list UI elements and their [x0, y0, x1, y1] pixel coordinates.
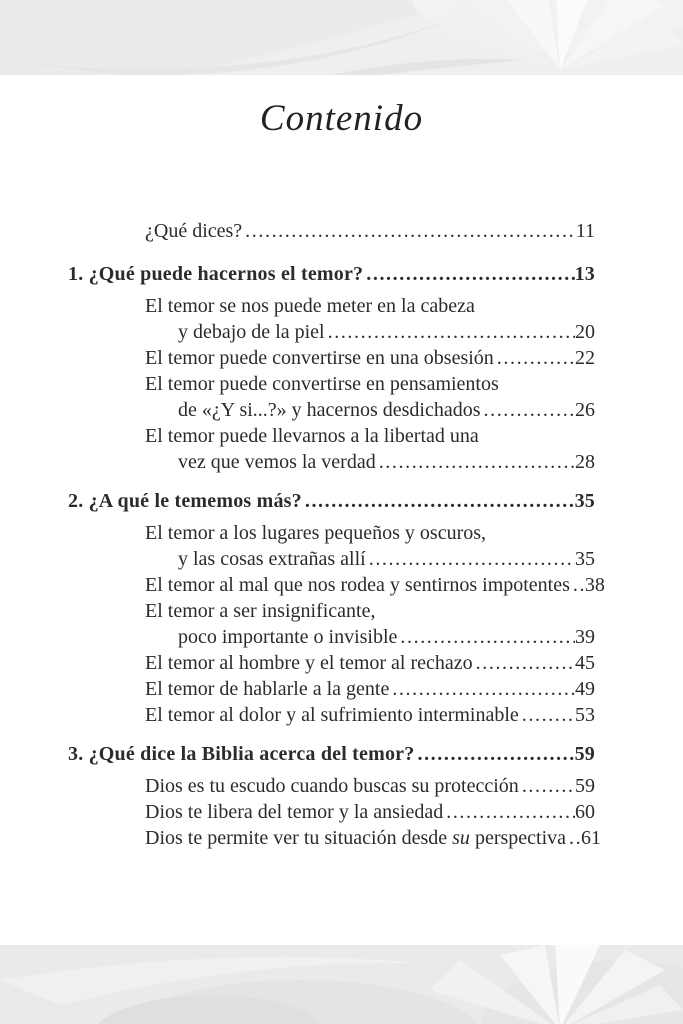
toc-dot-leader — [522, 702, 575, 728]
toc-entry-label: El temor puede convertirse en pensamientos — [145, 373, 499, 395]
toc-entry — [68, 520, 595, 546]
toc-entry-label: El temor puede llevarnos a la libertad una — [145, 425, 479, 447]
toc-entry — [68, 572, 605, 598]
toc-entry — [68, 371, 595, 397]
toc-entry-label: El temor a ser insignificante, — [145, 600, 376, 622]
toc-page-number: 61 — [581, 827, 602, 849]
toc-page-number: 59 — [574, 743, 595, 765]
toc-entry — [68, 676, 595, 702]
toc-entry-label: El temor al hombre y el temor al rechazo — [145, 652, 473, 674]
toc-entry — [68, 397, 595, 423]
toc-entry-label: vez que vemos la verdad — [178, 451, 376, 473]
floral-artwork-top — [0, 0, 683, 75]
toc-dot-leader — [245, 218, 576, 244]
toc-dot-leader — [417, 741, 574, 767]
toc-entry — [68, 261, 595, 287]
toc-page-number: 13 — [574, 263, 595, 285]
toc-entry-label: El temor puede convertirse en una obsesión — [145, 347, 494, 369]
toc-page-number: 28 — [575, 451, 595, 473]
toc-entry — [68, 546, 595, 572]
toc-entry-label: Dios te permite ver tu situación desde su perspectiva — [145, 827, 567, 849]
decorative-band-bottom — [0, 945, 683, 1024]
toc-page-number: 35 — [575, 548, 595, 570]
toc-dot-leader — [569, 825, 581, 851]
toc-page-number: 38 — [584, 574, 605, 596]
toc-entry — [68, 218, 595, 244]
toc-page-number: 26 — [575, 399, 595, 421]
toc-page-number: 60 — [575, 801, 595, 823]
toc-entry-label: El temor al dolor y al sufrimiento interminable — [145, 704, 519, 726]
toc-dot-leader — [369, 546, 575, 572]
toc-page-number: 11 — [575, 220, 595, 242]
toc-entry-label: poco importante o invisible — [178, 626, 398, 648]
toc-entry — [68, 345, 595, 371]
toc-entry-label: El temor al mal que nos rodea y sentirnos impotentes — [145, 574, 570, 596]
toc-entry-label: Dios te libera del temor y la ansiedad — [145, 801, 444, 823]
toc-dot-leader — [497, 345, 575, 371]
toc-entry — [68, 799, 595, 825]
toc-page-number: 45 — [575, 652, 595, 674]
page-title: Contenido — [259, 98, 424, 139]
toc-entry — [68, 773, 595, 799]
toc-entry-label: y debajo de la piel — [178, 321, 325, 343]
toc-entry — [68, 449, 595, 475]
toc-page — [0, 75, 683, 945]
decorative-band-top — [0, 0, 683, 75]
toc-entry — [68, 702, 595, 728]
toc-entry — [68, 423, 595, 449]
toc-page-number: 20 — [575, 321, 595, 343]
toc-entry-label: El temor se nos puede meter en la cabeza — [145, 295, 475, 317]
toc-page-number: 35 — [574, 490, 595, 512]
toc-page-number: 59 — [575, 775, 595, 797]
toc-entry — [68, 741, 595, 767]
toc-entry-label: El temor de hablarle a la gente — [145, 678, 390, 700]
toc-entry — [68, 598, 595, 624]
toc-dot-leader — [392, 676, 575, 702]
toc-dot-leader — [484, 397, 576, 423]
toc-dot-leader — [328, 319, 575, 345]
toc-page-number: 39 — [575, 626, 595, 648]
toc-dot-leader — [366, 261, 574, 287]
floral-artwork-bottom — [0, 945, 683, 1024]
toc-page-number: 53 — [575, 704, 595, 726]
toc-entry-label: 2. ¿A qué le tememos más? — [68, 490, 302, 512]
toc-dot-leader — [305, 488, 575, 514]
toc-page-number: 22 — [575, 347, 595, 369]
toc-dot-leader — [446, 799, 575, 825]
toc-entry — [68, 293, 595, 319]
toc-dot-leader — [476, 650, 575, 676]
toc-dot-leader — [573, 572, 585, 598]
toc-dot-leader — [400, 624, 575, 650]
toc-entry-label: ¿Qué dices? — [145, 220, 243, 242]
toc-dot-leader — [379, 449, 575, 475]
toc-entry-label: El temor a los lugares pequeños y oscuros, — [145, 522, 487, 544]
toc-entry — [68, 650, 595, 676]
toc-entry-label: 3. ¿Qué dice la Biblia acerca del temor? — [68, 743, 415, 765]
toc-entry — [68, 825, 602, 851]
toc-entry-label: 1. ¿Qué puede hacernos el temor? — [68, 263, 364, 285]
toc-entry-label: de «¿Y si...?» y hacernos desdichados — [178, 399, 481, 421]
toc-dot-leader — [522, 773, 575, 799]
toc-entry — [68, 488, 595, 514]
toc-entry — [68, 319, 595, 345]
toc-page-number: 49 — [575, 678, 595, 700]
toc-entry — [68, 624, 595, 650]
toc-entry-label: y las cosas extrañas allí — [178, 548, 366, 570]
toc-entry-label: Dios es tu escudo cuando buscas su protección — [145, 775, 519, 797]
table-of-contents — [0, 218, 683, 851]
